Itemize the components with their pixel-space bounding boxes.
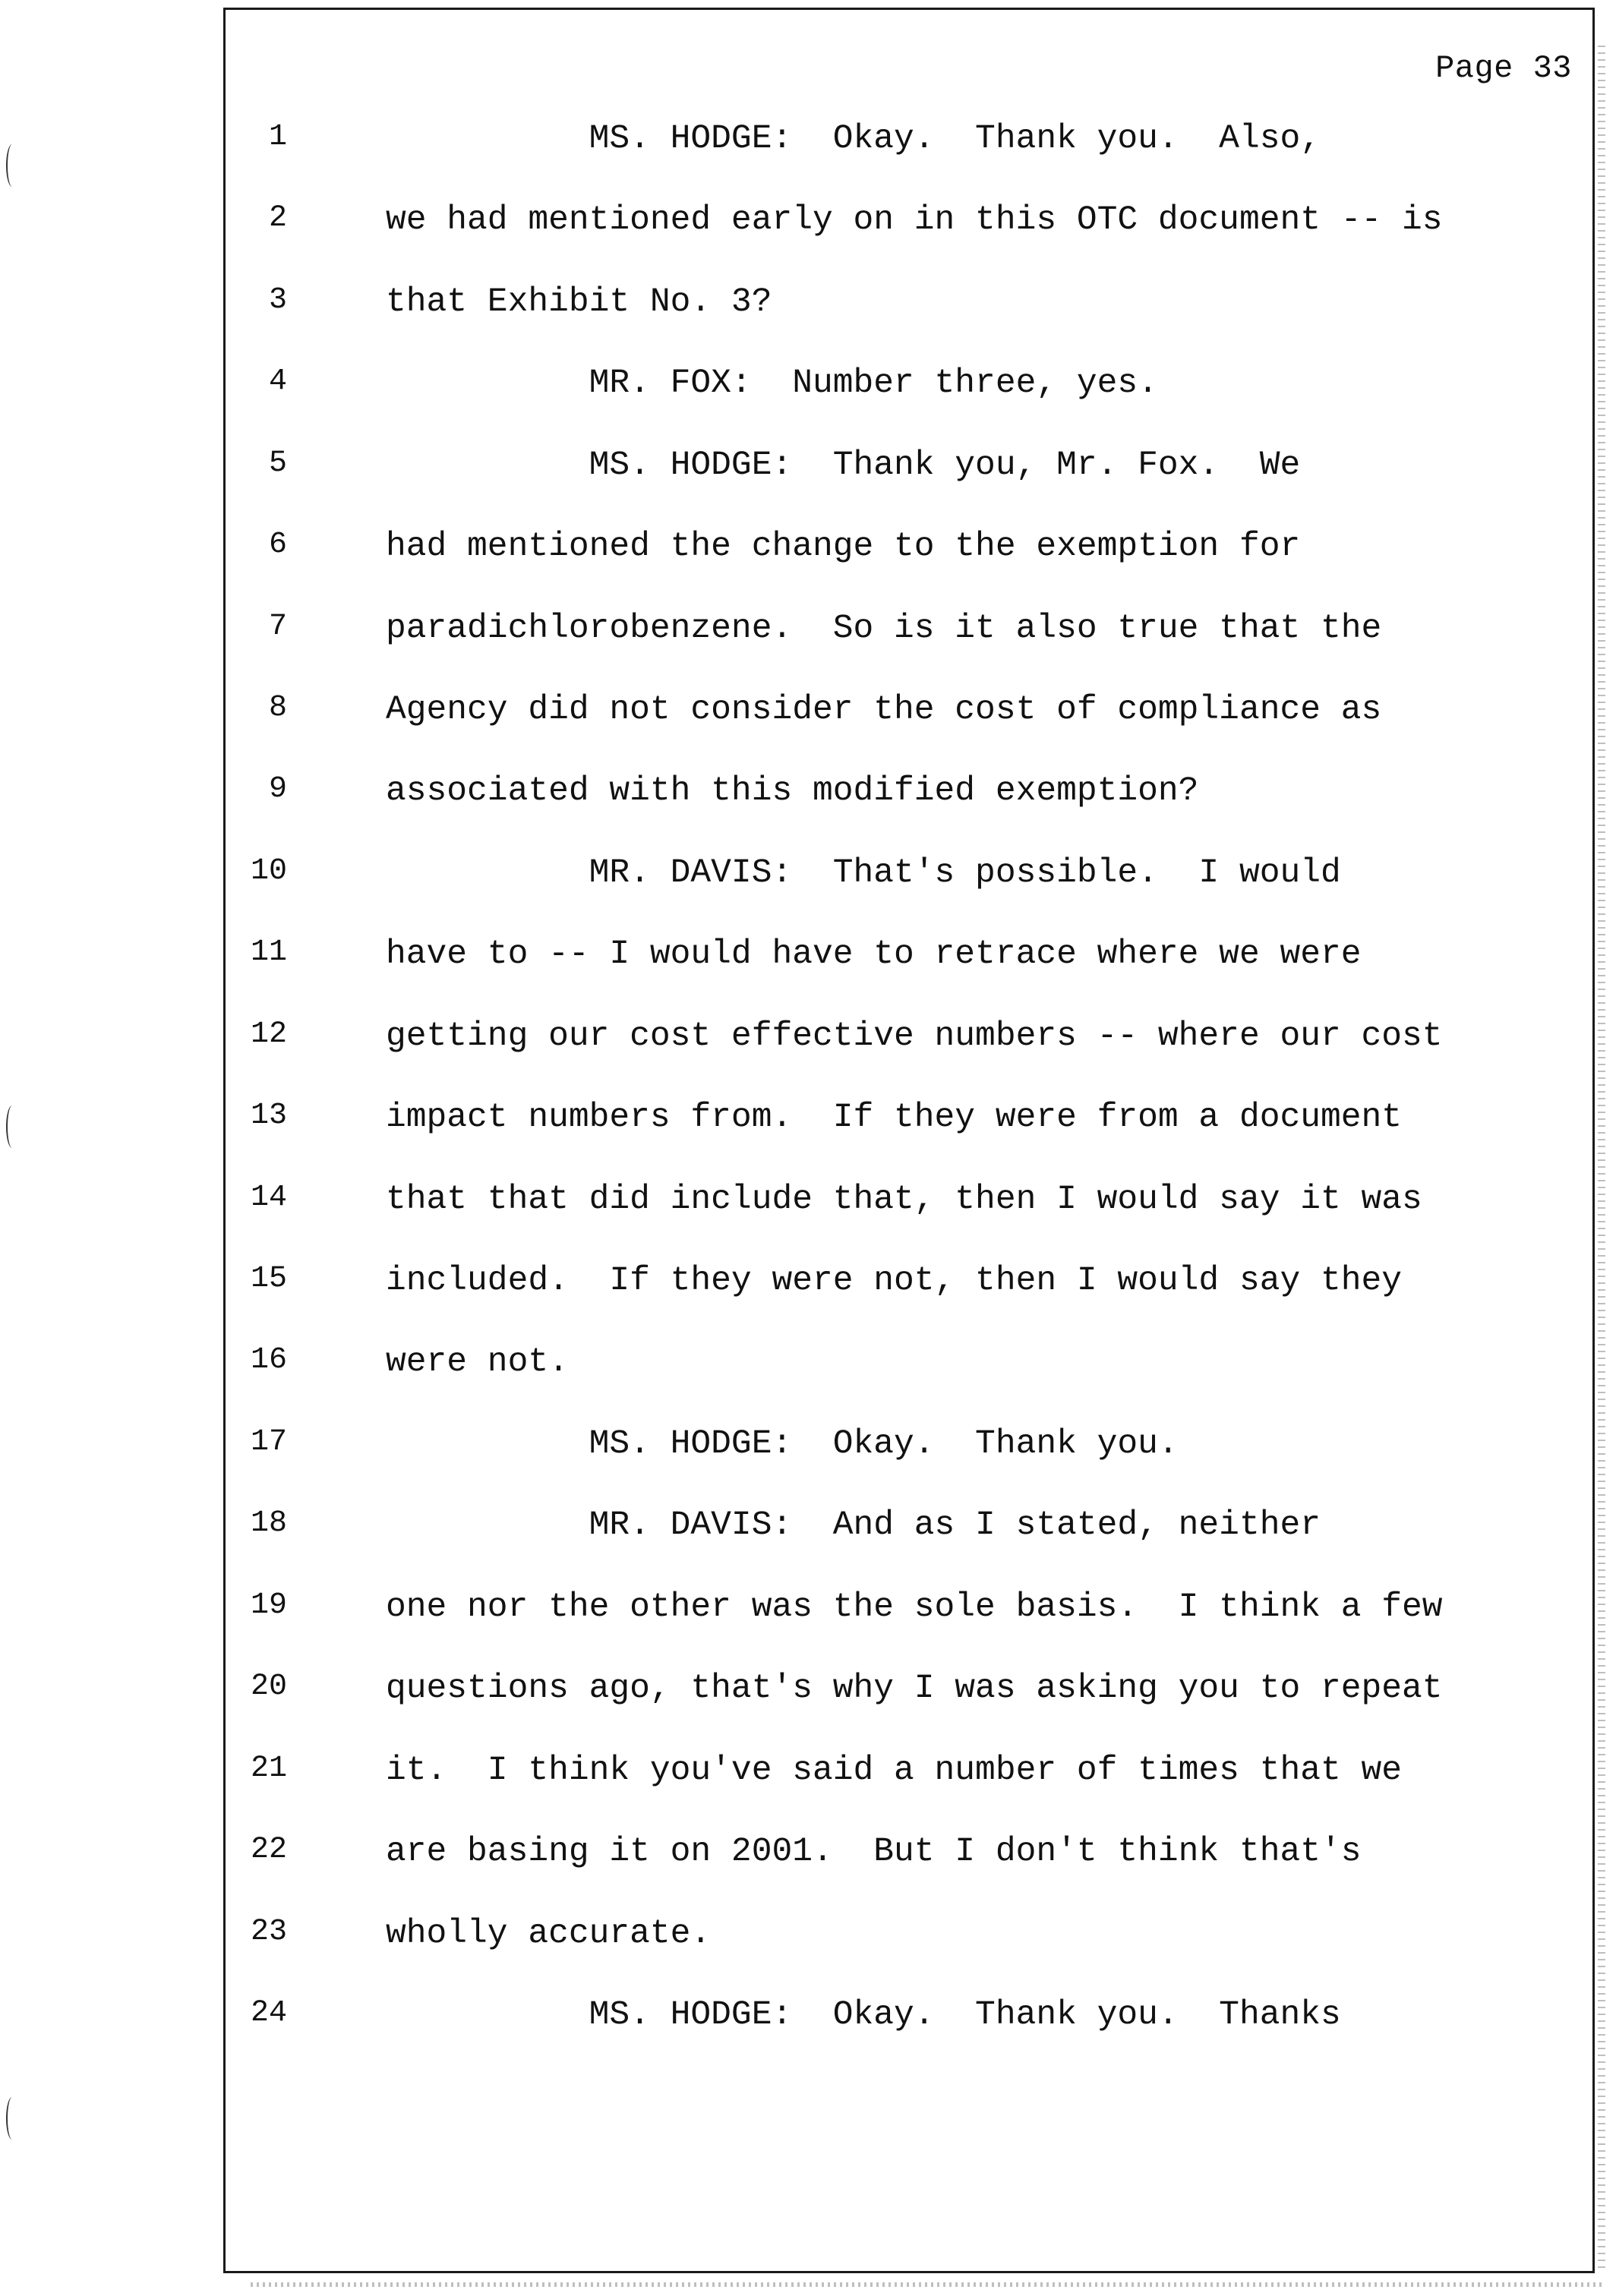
transcript-line [0, 610, 1616, 655]
transcript-line [0, 528, 1616, 573]
transcript-line [0, 935, 1616, 981]
line-number: 11 [250, 935, 287, 970]
transcript-line [0, 446, 1616, 492]
transcript-line [0, 1915, 1616, 1960]
line-number: 1 [268, 120, 287, 154]
line-number: 3 [268, 283, 287, 317]
line-number: 13 [250, 1099, 287, 1133]
line-text: had mentioned the change to the exemption for [386, 528, 1301, 566]
line-number: 12 [250, 1017, 287, 1052]
line-text: included. If they were not, then I would say they [386, 1262, 1403, 1300]
transcript-line [0, 1181, 1616, 1226]
line-number: 23 [250, 1915, 287, 1949]
line-number: 9 [268, 772, 287, 806]
transcript-line [0, 1996, 1616, 2042]
line-text: MS. HODGE: Okay. Thank you. [386, 1425, 1179, 1463]
transcript-line [0, 1506, 1616, 1552]
line-text: were not. [386, 1343, 569, 1381]
transcript-line [0, 1752, 1616, 1797]
line-text: getting our cost effective numbers -- where our cost [386, 1017, 1443, 1055]
line-text: associated with this modified exemption? [386, 772, 1199, 810]
transcript-line [0, 772, 1616, 818]
line-number: 16 [250, 1343, 287, 1377]
transcript-line [0, 120, 1616, 166]
transcript-line [0, 364, 1616, 410]
line-number: 19 [250, 1588, 287, 1623]
line-text: one nor the other was the sole basis. I think a few [386, 1588, 1443, 1626]
line-number: 4 [268, 364, 287, 399]
transcript-line [0, 1099, 1616, 1144]
line-text: questions ago, that's why I was asking you to repeat [386, 1670, 1443, 1708]
line-text: Agency did not consider the cost of compliance as [386, 691, 1382, 729]
transcript-line [0, 1343, 1616, 1389]
line-text: it. I think you've said a number of times that we [386, 1752, 1403, 1790]
line-number: 20 [250, 1670, 287, 1704]
line-text: we had mentioned early on in this OTC document -- is [386, 201, 1443, 239]
line-text: MR. DAVIS: That's possible. I would [386, 854, 1341, 892]
line-number: 2 [268, 201, 287, 235]
line-text: have to -- I would have to retrace where we were [386, 935, 1362, 973]
scan-edge-noise-bottom [251, 2282, 1602, 2287]
line-number: 8 [268, 691, 287, 725]
binder-hole-mark-bottom [6, 2097, 18, 2140]
line-text: paradichlorobenzene. So is it also true that the [386, 610, 1382, 648]
line-text: MS. HODGE: Thank you, Mr. Fox. We [386, 446, 1301, 484]
line-text: wholly accurate. [386, 1915, 712, 1953]
line-number: 7 [268, 610, 287, 644]
line-text: MS. HODGE: Okay. Thank you. Thanks [386, 1996, 1341, 2034]
line-number: 21 [250, 1752, 287, 1786]
line-text: impact numbers from. If they were from a document [386, 1099, 1403, 1137]
transcript-line [0, 1262, 1616, 1307]
transcript-line [0, 854, 1616, 900]
line-number: 18 [250, 1506, 287, 1541]
line-number: 22 [250, 1833, 287, 1867]
line-number: 5 [268, 446, 287, 481]
transcript-line [0, 1425, 1616, 1471]
transcript-line [0, 1017, 1616, 1063]
line-text: are basing it on 2001. But I don't think that's [386, 1833, 1362, 1871]
transcript-line [0, 201, 1616, 247]
transcript-line [0, 1833, 1616, 1878]
line-text: that Exhibit No. 3? [386, 283, 772, 321]
line-text: MS. HODGE: Okay. Thank you. Also, [386, 120, 1321, 158]
transcript-line [0, 283, 1616, 329]
transcript-line [0, 1588, 1616, 1634]
line-number: 17 [250, 1425, 287, 1459]
transcript-line [0, 691, 1616, 736]
transcript-line [0, 1670, 1616, 1715]
line-number: 14 [250, 1181, 287, 1215]
page-number: Page 33 [1435, 50, 1572, 87]
line-number: 6 [268, 528, 287, 562]
line-text: MR. FOX: Number three, yes. [386, 364, 1158, 402]
line-number: 10 [250, 854, 287, 888]
line-number: 15 [250, 1262, 287, 1296]
line-text: MR. DAVIS: And as I stated, neither [386, 1506, 1321, 1544]
line-text: that that did include that, then I would say it was [386, 1181, 1422, 1219]
line-number: 24 [250, 1996, 287, 2030]
